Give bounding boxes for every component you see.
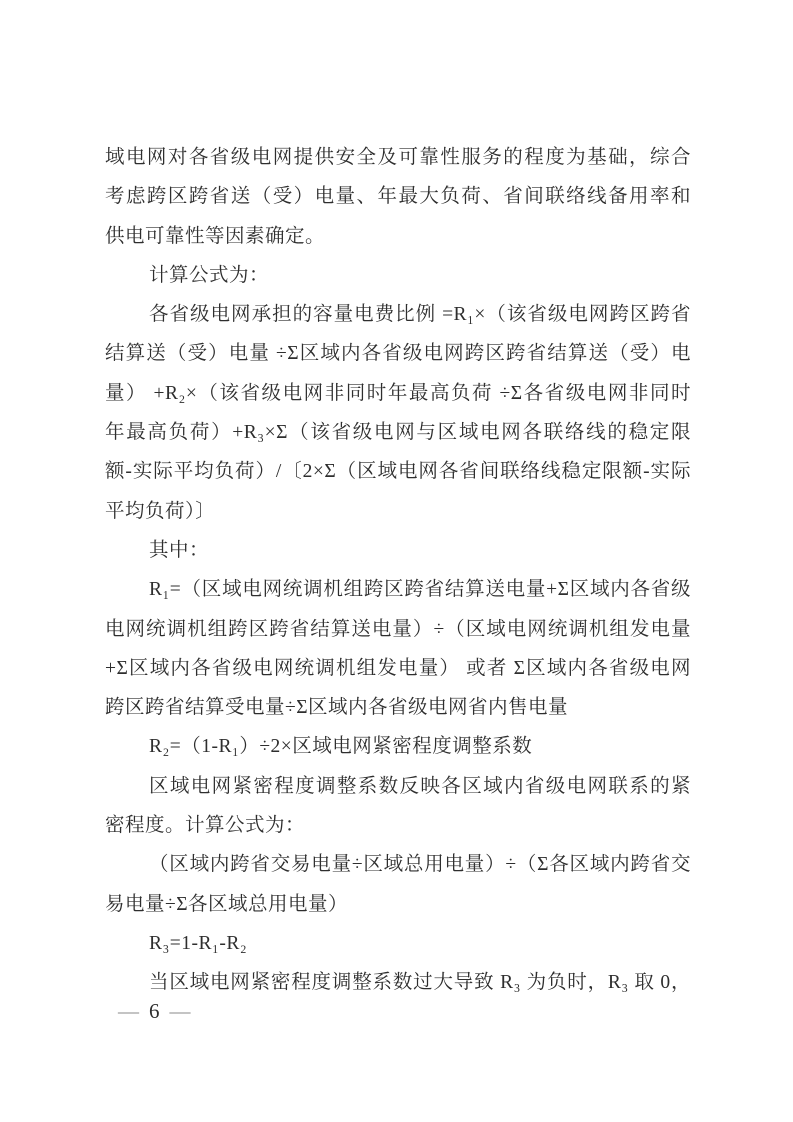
page-number: 6	[149, 999, 162, 1023]
document-line: 当区域电网紧密程度调整系数过大导致 R₃ 为负时，R₃ 取 0，	[149, 972, 691, 994]
footer-dash-right: —	[169, 999, 193, 1023]
page-footer	[118, 998, 193, 1024]
document-body	[105, 138, 691, 1003]
document-line: 各省级电网承担的容量电费比例 =R₁×（该省级电网跨区跨省	[149, 304, 691, 326]
document-line: 密程度。计算公式为：	[105, 815, 306, 837]
document-line: 易电量÷Σ各区域总用电量）	[105, 893, 349, 915]
document-line: 计算公式为：	[149, 264, 270, 286]
document-line: 平均负荷）〕	[105, 500, 216, 522]
document-line: R₂=（1-R₁）÷2×区域电网紧密程度调整系数	[149, 736, 533, 758]
footer-dash-left: —	[118, 999, 141, 1023]
document-line: 考虑跨区跨省送（受）电量、年最大负荷、省间联络线备用率和	[105, 186, 691, 208]
document-line: R₁=（区域电网统调机组跨区跨省结算送电量+Σ区域内各省级	[149, 579, 691, 601]
document-line: R₃=1-R₁-R₂	[149, 932, 248, 954]
document-line: 跨区跨省结算受电量÷Σ区域内各省级电网省内售电量	[105, 697, 569, 719]
document-line: 区域电网紧密程度调整系数反映各区域内省级电网联系的紧	[149, 775, 691, 797]
document-line: 额-实际平均负荷）/〔2×Σ（区域电网各省间联络线稳定限额-实际	[105, 461, 691, 483]
document-line: 结算送（受）电量 ÷Σ区域内各省级电网跨区跨省结算送（受）电	[105, 343, 691, 365]
document-line: +Σ区域内各省级电网统调机组发电量） 或者 Σ区域内各省级电网	[105, 657, 691, 679]
document-line: 年最高负荷）+R₃×Σ（该省级电网与区域电网各联络线的稳定限	[105, 422, 691, 444]
document-line: （区域内跨省交易电量÷区域总用电量）÷（Σ各区域内跨省交	[149, 854, 691, 876]
document-line: 电网统调机组跨区跨省结算送电量）÷（区域电网统调机组发电量	[105, 618, 691, 640]
document-line: 供电可靠性等因素确定。	[105, 225, 326, 247]
document-line: 域电网对各省级电网提供安全及可靠性服务的程度为基础，综合	[105, 147, 691, 168]
document-line: 其中：	[149, 539, 210, 561]
document-line: 量） +R₂×（该省级电网非同时年最高负荷 ÷Σ各省级电网非同时	[105, 382, 691, 404]
